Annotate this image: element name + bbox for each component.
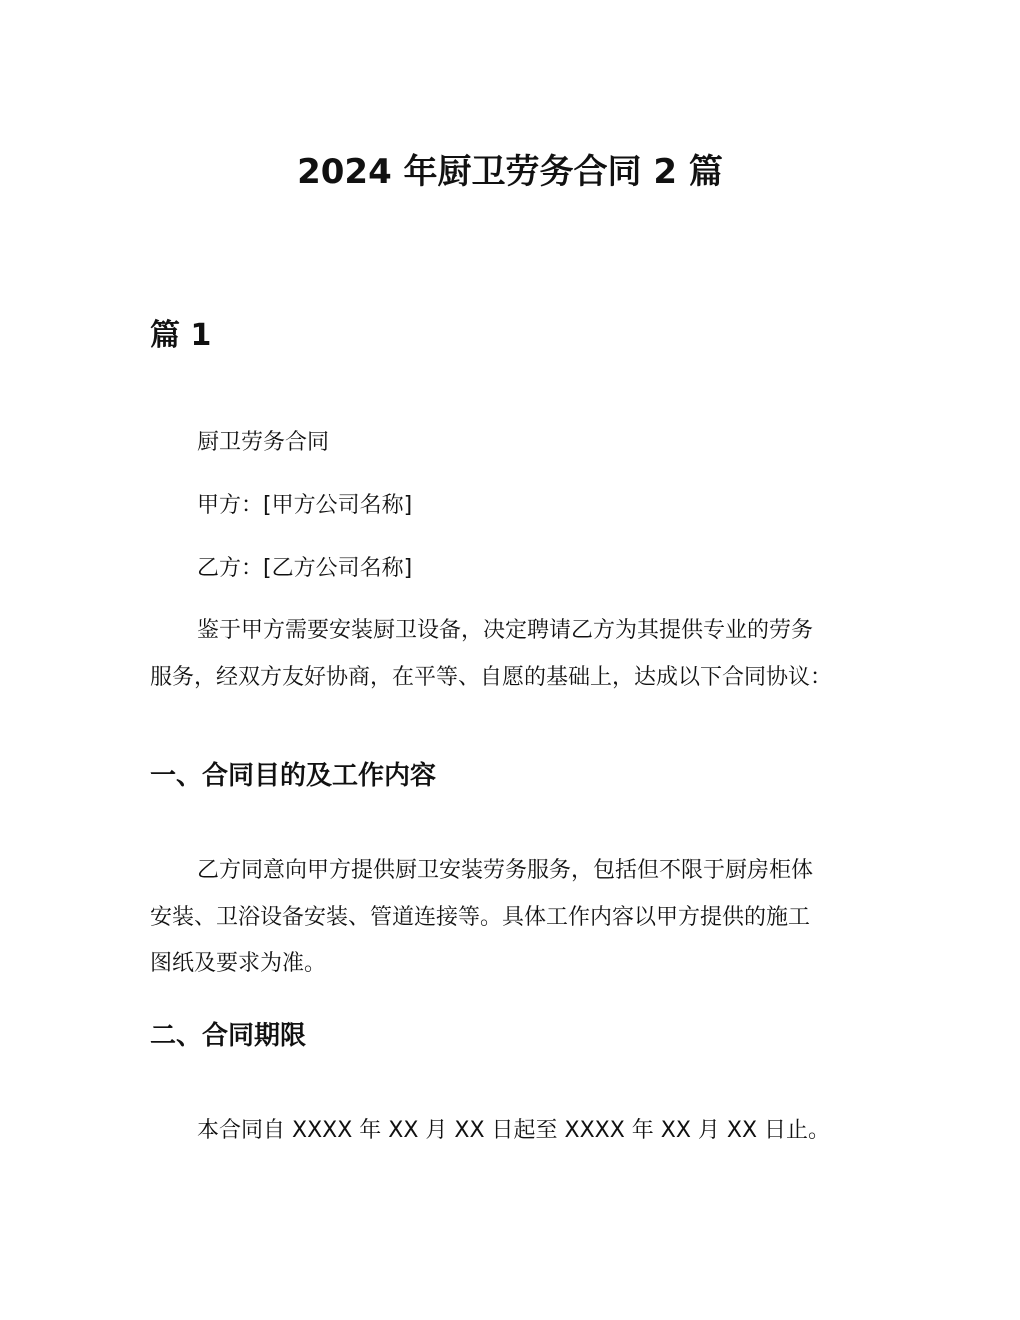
party-a: 甲方：[甲方公司名称] — [197, 493, 413, 518]
section-heading-1: 一、合同目的及工作内容 — [150, 761, 437, 791]
section-heading-2: 二、合同期限 — [150, 1021, 307, 1051]
party-b: 乙方：[乙方公司名称] — [197, 556, 413, 581]
section-2-line-1: 本合同自 XXXX 年 XX 月 XX 日起至 XXXX 年 XX 月 XX 日止。 — [197, 1118, 831, 1143]
section-1-line-3: 图纸及要求为准。 — [150, 951, 327, 976]
part-heading: 篇 1 — [150, 318, 212, 353]
section-1-line-1: 乙方同意向甲方提供厨卫安装劳务服务，包括但不限于厨房柜体 — [197, 858, 814, 883]
preamble-line-1: 鉴于甲方需要安装厨卫设备，决定聘请乙方为其提供专业的劳务 — [197, 618, 814, 643]
contract-name: 厨卫劳务合同 — [197, 430, 330, 455]
section-1-line-2: 安装、卫浴设备安装、管道连接等。具体工作内容以甲方提供的施工 — [150, 905, 811, 930]
preamble-line-2: 服务，经双方友好协商，在平等、自愿的基础上，达成以下合同协议： — [150, 665, 833, 690]
document-title: 2024 年厨卫劳务合同 2 篇 — [297, 152, 723, 192]
